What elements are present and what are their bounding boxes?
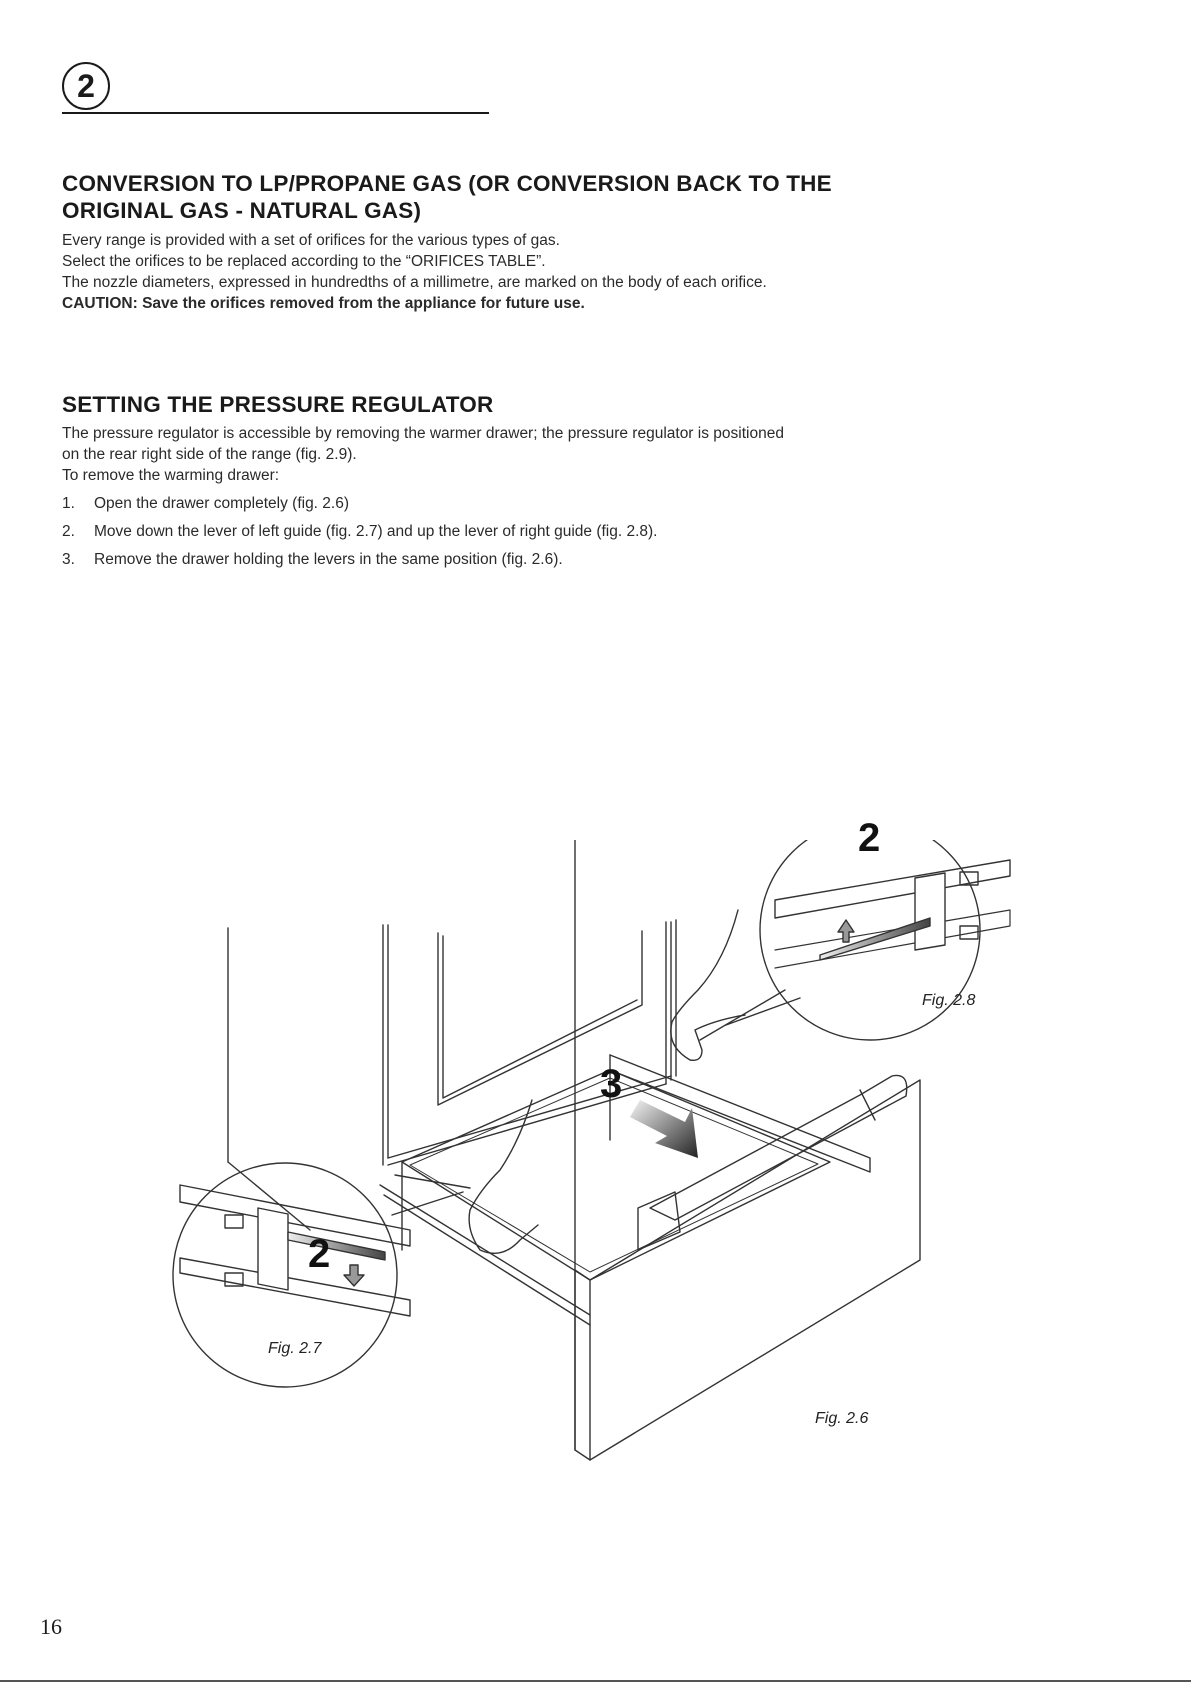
conversion-paragraph-2: Select the orifices to be replaced according to the “ORIFICES TABLE”.: [62, 253, 546, 270]
step-number: 3.: [62, 551, 75, 568]
step-label-right: 2: [858, 816, 881, 860]
conversion-paragraph-1: Every range is provided with a set of orifices for the various types of gas.: [62, 232, 560, 249]
step-text: Open the drawer completely (fig. 2.6): [94, 495, 350, 512]
step-label-left: 2: [308, 1232, 331, 1276]
conversion-section: [62, 170, 1062, 314]
figure-label-2-6: Fig. 2.6: [815, 1410, 869, 1427]
caution-note: CAUTION: Save the orifices removed from the appliance for future use.: [62, 295, 585, 312]
step-item: [62, 549, 1062, 570]
drawer-removal-illustration: [170, 840, 1090, 1510]
conversion-paragraph-3: The nozzle diameters, expressed in hundredths of a millimetre, are marked on the body of each orifice.: [62, 274, 767, 291]
chapter-number-badge: 2: [62, 62, 110, 110]
step-number: 2.: [62, 523, 75, 540]
regulator-section: [62, 391, 1062, 577]
bottom-rule: [0, 1680, 1191, 1682]
steps-list: [62, 493, 1062, 570]
step-item: [62, 521, 1062, 542]
step-label-center: 3: [600, 1062, 623, 1106]
page-number: 16: [40, 1614, 62, 1639]
regulator-intro: To remove the warming drawer:: [62, 467, 280, 484]
regulator-heading: SETTING THE PRESSURE REGULATOR: [62, 392, 494, 417]
conversion-heading-line2: ORIGINAL GAS - NATURAL GAS): [62, 198, 422, 223]
conversion-heading-line1: CONVERSION TO LP/PROPANE GAS (OR CONVERSION BACK TO THE: [62, 171, 832, 196]
step-item: [62, 493, 1062, 514]
step-text: Remove the drawer holding the levers in the same position (fig. 2.6).: [94, 551, 563, 568]
regulator-paragraph-line2: on the rear right side of the range (fig. 2.9).: [62, 446, 357, 463]
drawer-removal-figure: [170, 816, 1090, 1510]
step-text: Move down the lever of left guide (fig. 2.7) and up the lever of right guide (fig. 2.8).: [94, 523, 658, 540]
chapter-rule: [62, 112, 489, 114]
figure-label-2-7: Fig. 2.7: [268, 1340, 322, 1357]
regulator-paragraph: [62, 423, 1062, 465]
regulator-paragraph-line1: The pressure regulator is accessible by removing the warmer drawer; the pressure regulator is positioned: [62, 425, 784, 442]
step-number: 1.: [62, 495, 75, 512]
figure-label-2-8: Fig. 2.8: [922, 992, 976, 1009]
conversion-heading: [62, 170, 1062, 224]
